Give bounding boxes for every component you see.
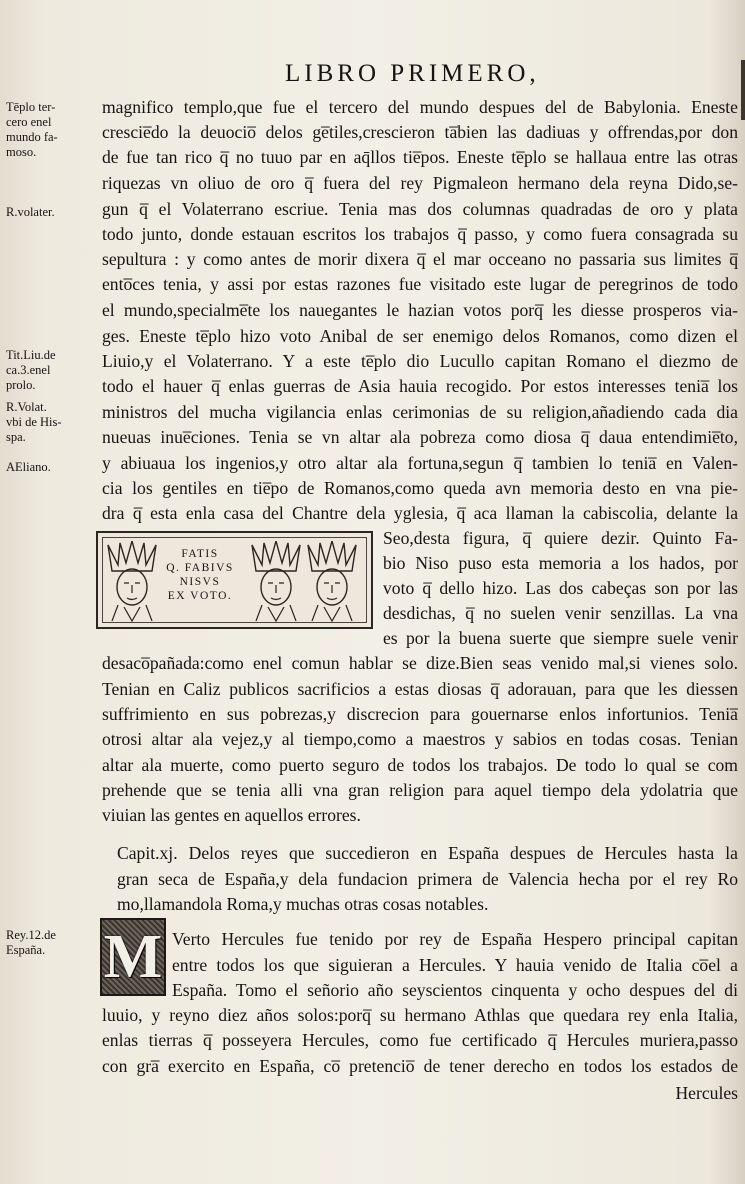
text-line: otrosi altar ala vejez,y al tiempo,como a maestros y sabios en todas cosas. Tenian xyxy=(102,729,738,749)
plate-inscription: FATIS Q. FABIVS NISVS EX VOTO. xyxy=(166,548,234,602)
margin-note: Rey.12.de España. xyxy=(6,928,56,957)
text-line: Verto Hercules fue tenido por rey de España Hespero principal capitan xyxy=(172,929,738,949)
text-line: Liuio,y el Volaterrano. Y a este te̅plo dio Lucullo capitan Romano el diezmo de xyxy=(102,351,738,371)
text-line: Seo,desta figura, q̅ quiere dezir. Quinto Fa- xyxy=(383,528,738,548)
text-line: viuian las gentes en aquellos errores. xyxy=(102,805,361,825)
text-line: Tenian en Caliz publicos sacrificios a estas diosas q̅ adorauan, para que les diessen xyxy=(102,679,738,699)
text-line: entre todos los que siguieran a Hercules. Y hauia venido de Italia co̅el a xyxy=(172,955,738,975)
text-line: riquezas vn oliuo de oro q̅ fuera del rey Pigmaleon hermano dela reyna Dido,se- xyxy=(102,173,738,193)
text-line: dra q̅ esta enla casa del Chantre dela yglesia, q̅ aca llaman la cabiscolia, delante la xyxy=(102,503,738,523)
text-line: España. Tomo el señorio año seyscientos cinquenta y ocho despues del di xyxy=(172,980,738,1000)
text-line: nueuas inue̅ciones. Tenia se vn altar ala pobreza como diosa q̅ daua entendimie̅to, xyxy=(102,427,738,447)
text-line: ento̅ces tenia, y assi por estas razones fue visitado este lugar de peregrinos de todo xyxy=(102,274,738,294)
decorated-initial: M xyxy=(100,918,166,996)
margin-note: Tit.Liu.de ca.3.enel prolo. xyxy=(6,348,56,392)
text-line: es por la buena suerte que siempre suele venir xyxy=(383,628,738,648)
head-relief-icon xyxy=(248,541,304,623)
text-line: suffrimiento en sus pobrezas,y discrecion para gouernarse enlos infortunios. Tenia̅ xyxy=(102,704,738,724)
votive-inscription-plate xyxy=(96,531,373,629)
text-line: altar ala muerte, como puerto seguro de todos los trabajos. De todo lo qual se com xyxy=(102,755,738,775)
text-line: ges. Eneste te̅plo hizo voto Anibal de ser enemigo delos Romanos, como dizen el xyxy=(102,326,738,346)
text-line: magnifico templo,que fue el tercero del mundo despues del de Babylonia. Eneste xyxy=(102,97,738,117)
catchword: Hercules xyxy=(675,1083,738,1103)
text-line: voto q̅ dello hizo. Las dos cabeças son por las xyxy=(383,578,738,598)
text-line: cia los gentiles en tie̅po de Romanos,como queda avn memoria desto en vna pie- xyxy=(102,478,738,498)
text-line: crescie̅do la deuocio̅ delos ge̅tiles,crescieron ta̅bien las dadiuas y offrendas,por don xyxy=(102,122,738,142)
head-relief-icon xyxy=(304,541,360,623)
head-relief-icon xyxy=(104,541,160,623)
text-line: todo junto, donde estauan escritos los trabajos q̅ passo, y como fuera consagrada su xyxy=(102,224,738,244)
margin-note: R.volater. xyxy=(6,205,55,219)
text-line: luuio, y reyno diez años solos:porq̅ su hermano Athlas que quedara rey enla Italia, xyxy=(102,1005,738,1025)
chapter-heading: Capit.xj. Delos reyes que succedieron en España despues de Hercules hasta la xyxy=(117,843,738,863)
text-line: con gra̅ exercito en España, co̅ pretencio̅ de tener derecho en todos los estados de xyxy=(102,1056,738,1076)
margin-note: AEliano. xyxy=(6,460,51,474)
chapter-heading: mo,llamandola Roma,y muchas otras cosas notables. xyxy=(117,894,489,914)
page-edge-mark xyxy=(741,60,745,120)
text-line: desaco̅pañada:como enel comun hablar se dize.Bien seas venido mal,si vienes solo. xyxy=(102,653,738,673)
text-line: todo el hauer q̅ enlas guerras de Asia hauia recogido. Por estos interesses tenia̅ los xyxy=(102,376,738,396)
text-line: enlas tierras q̅ posseyera Hercules, como fue certificado q̅ Hercules muriera,passo xyxy=(102,1030,738,1050)
chapter-heading: gran seca de España,y dela fundacion primera de Valencia hecha por el rey Ro xyxy=(117,869,738,889)
margin-note: Tēplo ter- cero enel mundo fa- moso. xyxy=(6,100,58,159)
text-line: bio Niso puso esta memoria a los hados, por xyxy=(383,553,738,573)
running-head: LIBRO PRIMERO, xyxy=(285,60,540,87)
text-line: el mundo,specialme̅te los nauegantes le hazian votos porq̅ les diesse prosperos via- xyxy=(102,300,738,320)
margin-note: R.Volat. vbi de His- spa. xyxy=(6,400,62,444)
text-line: gun q̅ el Volaterrano escriue. Tenia mas dos columnas quadradas de oro y plata xyxy=(102,199,738,219)
text-line: de fue tan rico q̅ no tuuo par en aq̄llos tie̅pos. Eneste te̅plo se hallaua entre las otras xyxy=(102,147,738,167)
text-line: desdichas, q̅ no suelen venir senzillas. La vna xyxy=(383,603,738,623)
text-line: y abiuaua los ingenios,y otro altar ala fortuna,segun q̅ tambien lo tenia̅ en Valen- xyxy=(102,453,738,473)
text-line: prehende que se tenia alli vna gran religion para aquel tiempo dela ydolatria que xyxy=(102,780,738,800)
text-line: sepultura : y como antes de morir dixera q̅ el mar occeano no passaria sus limites q̅ xyxy=(102,249,738,269)
text-line: ministros del mucha vigilancia enlas cerimonias de su religion,añadiendo cada dia xyxy=(102,402,738,422)
